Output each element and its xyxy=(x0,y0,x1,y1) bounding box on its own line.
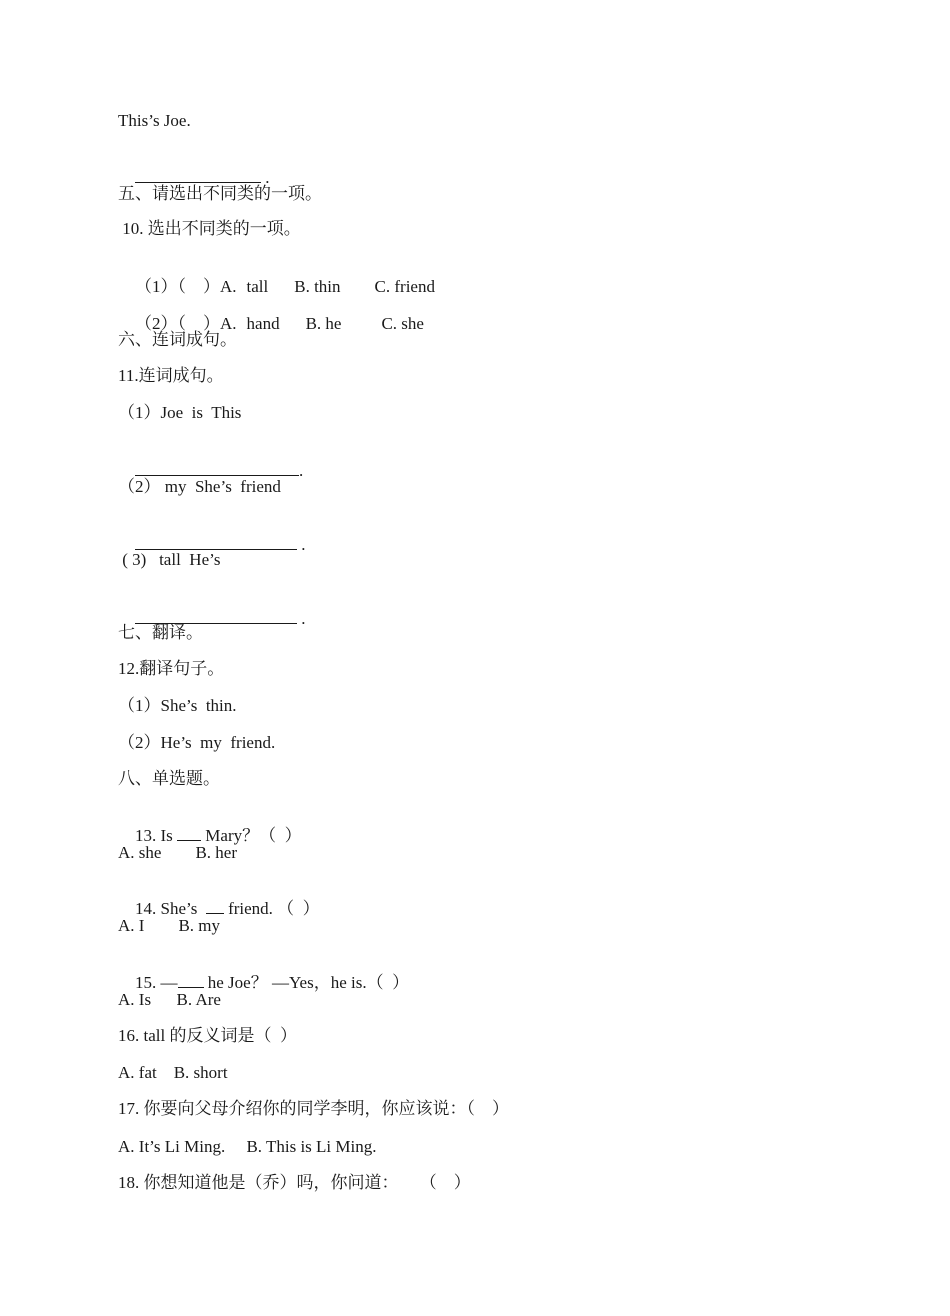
answer-line-end: . xyxy=(297,535,306,554)
question-11-2: （2） my She’s friend xyxy=(118,477,281,496)
question-13-options: A. she B. her xyxy=(118,843,237,862)
question-16-options: A. fat B. short xyxy=(118,1063,228,1082)
q10-2-option-c: C. she xyxy=(381,314,424,333)
q15-text-start: 15. — xyxy=(135,973,178,992)
section-5-title: 五、请选出不同类的一项。 xyxy=(118,184,322,203)
q13-text-end: Mary？（ ） xyxy=(201,826,302,845)
q15-text-end: he Joe？ —Yes，he is.（ ） xyxy=(203,973,410,992)
q14-blank[interactable] xyxy=(206,899,224,914)
answer-blank[interactable] xyxy=(135,168,261,183)
answer-line-end: . xyxy=(299,461,304,480)
q10-1-option-b: B. thin xyxy=(294,277,341,296)
q10-2-option-a: hand xyxy=(246,314,280,333)
question-17: 17. 你要向父母介绍你的同学李明，你应该说：（ ） xyxy=(118,1099,509,1118)
question-11-1: （1）Joe is This xyxy=(118,403,242,422)
answer-blank[interactable] xyxy=(135,461,299,476)
answer-line-end: . xyxy=(297,609,306,628)
answer-line-end: . xyxy=(261,168,270,187)
question-12: 12.翻译句子。 xyxy=(118,659,225,678)
q10-2-option-b: B. he xyxy=(305,314,342,333)
answer-blank[interactable] xyxy=(135,609,297,624)
question-18: 18. 你想知道他是（乔）吗，你问道： （ ） xyxy=(118,1173,471,1192)
q14-text-start: 14. She’s xyxy=(135,899,206,918)
q10-1-option-c: C. friend xyxy=(374,277,435,296)
question-12-1: （1）She’s thin. xyxy=(118,696,237,715)
q14-text-end: friend. （ ） xyxy=(223,899,320,918)
question-17-options: A. It’s Li Ming. B. This is Li Ming. xyxy=(118,1137,377,1156)
section-6-title: 六、连词成句。 xyxy=(118,330,237,349)
section-7-title: 七、翻译。 xyxy=(118,623,203,642)
q10-1-option-a: tall xyxy=(246,277,269,296)
question-10: 10. 选出不同类的一项。 xyxy=(118,219,301,238)
question-14-options: A. I B. my xyxy=(118,916,220,935)
q13-text-start: 13. Is xyxy=(135,826,178,845)
section-8-title: 八、单选题。 xyxy=(118,769,220,788)
q13-blank[interactable] xyxy=(177,826,201,841)
question-16: 16. tall 的反义词是（ ） xyxy=(118,1026,297,1045)
q10-2-prefix: （2）（ ）A. xyxy=(135,314,237,333)
q10-1-prefix: （1）（ ）A. xyxy=(135,277,237,296)
q15-blank[interactable] xyxy=(178,973,204,988)
question-11-3: ( 3) tall He’s xyxy=(118,550,221,569)
question-15-options: A. Is B. Are xyxy=(118,990,221,1009)
sentence-this-is-joe: This’s Joe. xyxy=(118,111,191,130)
question-11: 11.连词成句。 xyxy=(118,366,224,385)
question-12-2: （2）He’s my friend. xyxy=(118,733,276,752)
answer-blank[interactable] xyxy=(135,535,297,550)
